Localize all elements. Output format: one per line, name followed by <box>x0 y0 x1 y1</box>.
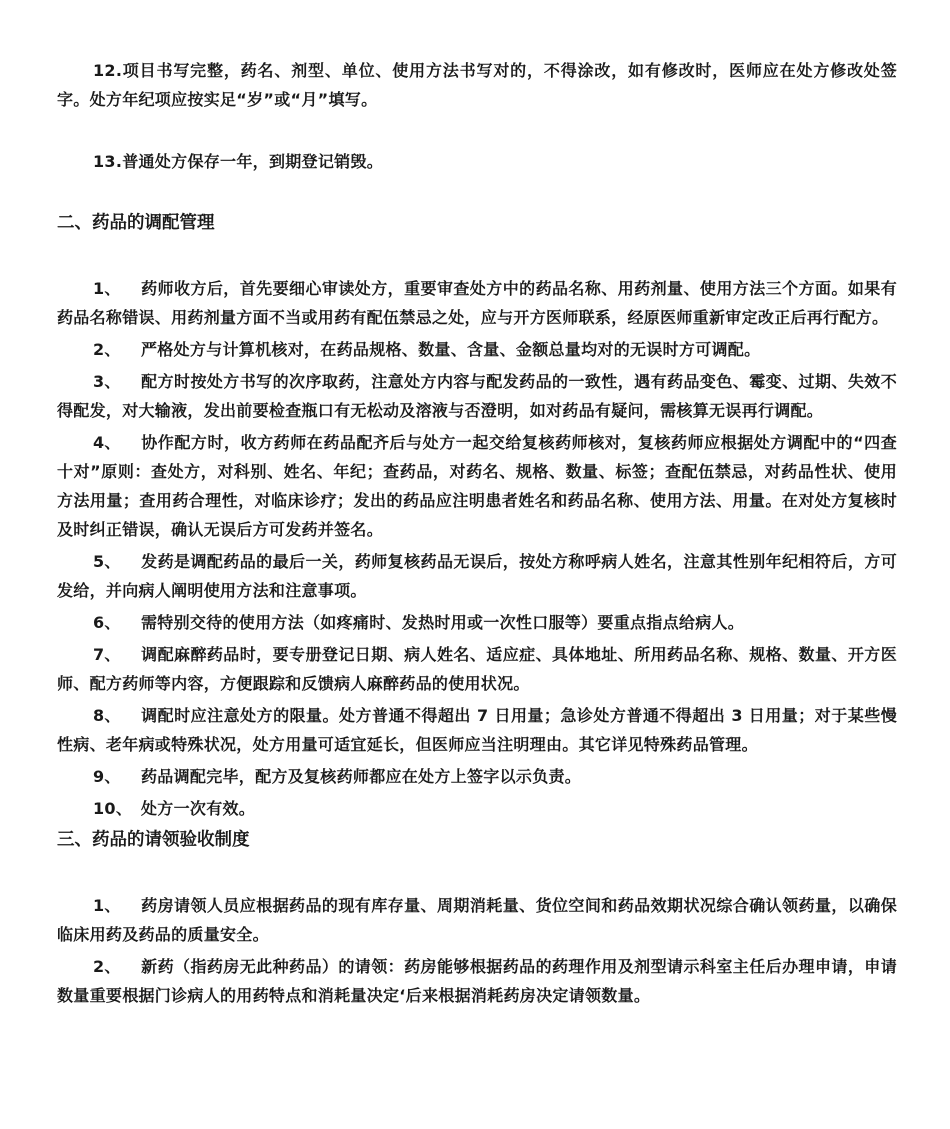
paragraph-item-13: 13.普通处方保存一年，到期登记销毁。 <box>93 152 384 171</box>
section-requisition-list <box>57 891 897 1010</box>
list-item: 4、 协作配方时，收方药师在药品配齐后与处方一起交给复核药师核对，复核药师应根据处方调配中的“四查十对”原则：查处方，对科别、姓名、年纪；查药品，对药名、规格、数量、标签；查配伍禁忌，对药品性状、使用方法用量；查用药合理性，对临床诊疗；发出的药品应注明患者姓名和药品名称、使用方法、用量。在对处方复核时及时纠正错误，确认无误后方可发药并签名。 <box>57 433 897 539</box>
list-item: 3、 配方时按处方书写的次序取药，注意处方内容与配发药品的一致性，遇有药品变色、霉变、过期、失效不得配发，对大输液，发出前要检查瓶口有无松动及溶液与否澄明，如对药品有疑问，需核算无误再行调配。 <box>57 372 897 420</box>
list-item: 5、 发药是调配药品的最后一关，药师复核药品无误后，按处方称呼病人姓名，注意其性别年纪相符后，方可发给，并向病人阐明使用方法和注意事项。 <box>57 552 897 600</box>
section-heading-dispensing: 二、药品的调配管理 <box>57 213 215 233</box>
list-item: 8、 调配时应注意处方的限量。处方普通不得超出 7 日用量；急诊处方普通不得超出 3 日用量；对于某些慢性病、老年病或特殊状况，处方用量可适宜延长，但医师应当注明理由。其它详见特殊药品管理。 <box>57 706 897 754</box>
section-dispensing-list <box>57 274 897 823</box>
section-heading-requisition: 三、药品的请领验收制度 <box>57 830 250 850</box>
list-item: 1、 药师收方后，首先要细心审读处方，重要审查处方中的药品名称、用药剂量、使用方法三个方面。如果有药品名称错误、用药剂量方面不当或用药有配伍禁忌之处，应与开方医师联系，经原医师重新审定改正后再行配方。 <box>57 279 897 327</box>
document-page <box>57 56 897 1013</box>
list-item: 2、 严格处方与计算机核对，在药品规格、数量、含量、金额总量均对的无误时方可调配。 <box>93 340 761 359</box>
list-item: 9、 药品调配完毕，配方及复核药师都应在处方上签字以示负责。 <box>93 767 582 786</box>
list-item: 2、 新药（指药房无此种药品）的请领：药房能够根据药品的药理作用及剂型请示科室主任后办理申请，申请数量重要根据门诊病人的用药特点和消耗量决定‘后来根据消耗药房决定请领数量。 <box>57 957 897 1005</box>
list-item: 10、 处方一次有效。 <box>93 799 256 818</box>
list-item: 6、 需特别交待的使用方法（如疼痛时、发热时用或一次性口服等）要重点指点给病人。 <box>93 613 745 632</box>
list-item: 7、 调配麻醉药品时，要专册登记日期、病人姓名、适应症、具体地址、所用药品名称、规格、数量、开方医师、配方药师等内容，方便跟踪和反馈病人麻醉药品的使用状况。 <box>57 645 897 693</box>
list-item: 1、 药房请领人员应根据药品的现有库存量、周期消耗量、货位空间和药品效期状况综合确认领药量，以确保临床用药及药品的质量安全。 <box>57 896 897 944</box>
paragraph-item-12: 12.项目书写完整，药名、剂型、单位、使用方法书写对的，不得涂改，如有修改时，医师应在处方修改处签字。处方年纪项应按实足“岁”或“月”填写。 <box>57 61 897 109</box>
